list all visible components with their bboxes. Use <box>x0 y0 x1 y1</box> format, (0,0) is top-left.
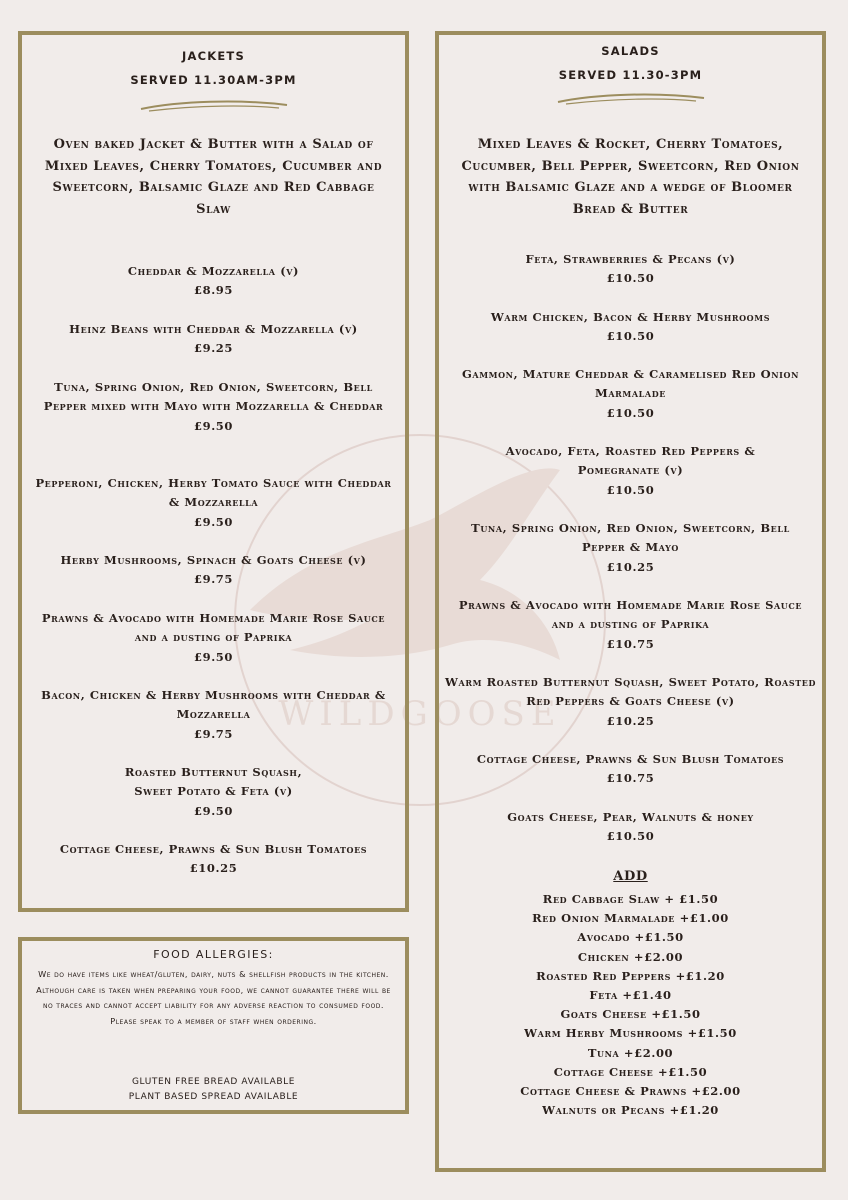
item-price: £10.75 <box>606 636 655 651</box>
decorative-swoosh-icon <box>139 97 289 113</box>
item-name: Avocado, Feta, Roasted Red Peppers & Pomegranate (v) <box>505 444 756 478</box>
item-name: Heinz Beans with Cheddar & Mozzarella (v) <box>69 322 358 336</box>
item-price: £10.50 <box>606 482 655 497</box>
item-price: £9.25 <box>193 341 233 356</box>
salads-item-8 <box>449 750 812 789</box>
item-price: £8.95 <box>193 283 233 298</box>
item-name: Warm Chicken, Bacon & Herby Mushrooms <box>490 310 771 324</box>
item-name: Tuna, Spring Onion, Red Onion, Sweetcorn, Bell Pepper & Mayo <box>471 521 790 555</box>
item-name: Tuna, Spring Onion, Red Onion, Sweetcorn, Bell Pepper mixed with Mayo with Mozzarella & Cheddar <box>43 380 384 414</box>
item-name: Goats Cheese, Pear, Walnuts & honey <box>507 810 754 824</box>
item-name: Cottage Cheese, Prawns & Sun Blush Tomatoes <box>476 752 785 766</box>
jackets-item-9 <box>32 840 395 879</box>
item-name: Warm Roasted Butternut Squash, Sweet Potato, Roasted Red Peppers & Goats Cheese (v) <box>445 675 816 709</box>
item-name: Cheddar & Mozzarella (v) <box>127 264 300 278</box>
jackets-item-4 <box>32 474 395 532</box>
jackets-item-7 <box>32 686 395 744</box>
item-name: Roasted Butternut Squash, Sweet Potato & Feta (v) <box>124 765 303 799</box>
add-on-item: Feta +£1.40 <box>589 988 672 1003</box>
salads-item-4 <box>449 442 812 500</box>
item-price: £10.25 <box>189 861 238 876</box>
food-allergies-panel <box>18 937 409 1114</box>
add-on-item: Tuna +£2.00 <box>587 1045 674 1060</box>
item-name: Prawns & Avocado with Homemade Marie Rose Sauce and a dusting of Paprika <box>458 598 803 632</box>
item-price: £10.25 <box>606 713 655 728</box>
item-price: £10.25 <box>606 559 655 574</box>
salads-description: Mixed Leaves & Rocket, Cherry Tomatoes, Cucumber, Bell Pepper, Sweetcorn, Red Onion with Balsamic Glaze and a wedge of Bloomer Bread & Butter <box>461 137 800 217</box>
watermark-text: WILDGOOSE <box>278 694 562 734</box>
item-price: £10.50 <box>606 405 655 420</box>
jackets-item-5 <box>32 551 395 590</box>
jackets-title: JACKETS <box>182 49 245 63</box>
add-on-item: Goats Cheese +£1.50 <box>560 1007 701 1022</box>
salads-item-2 <box>449 308 812 347</box>
salads-title: SALADS <box>601 44 660 58</box>
item-name: Cottage Cheese, Prawns & Sun Blush Tomatoes <box>59 842 368 856</box>
jackets-item-3 <box>32 378 395 436</box>
salads-served-time: SERVED 11.30-3PM <box>558 68 703 82</box>
item-price: £9.50 <box>193 649 233 664</box>
jackets-description: Oven baked Jacket & Butter with a Salad of Mixed Leaves, Cherry Tomatoes, Cucumber and Sweetcorn, Balsamic Glaze and Red Cabbage Slaw <box>44 137 383 217</box>
jackets-item-6 <box>32 609 395 667</box>
item-name: Bacon, Chicken & Herby Mushrooms with Cheddar & Mozzarella <box>41 688 386 722</box>
add-ons-list <box>439 890 822 1120</box>
add-on-item: Cottage Cheese & Prawns +£2.00 <box>520 1084 741 1099</box>
item-price: £9.75 <box>193 726 233 741</box>
jackets-item-2 <box>32 320 395 359</box>
item-name: Pepperoni, Chicken, Herby Tomato Sauce with Cheddar & Mozzarella <box>35 476 392 510</box>
item-name: Feta, Strawberries & Pecans (v) <box>525 252 736 266</box>
salads-item-6 <box>449 596 812 654</box>
add-on-item: Red Cabbage Slaw + £1.50 <box>542 892 719 906</box>
salads-item-3 <box>449 365 812 423</box>
salads-item-5 <box>449 519 812 577</box>
jackets-item-1 <box>32 262 395 301</box>
item-price: £10.75 <box>606 771 655 786</box>
add-on-item: Cottage Cheese +£1.50 <box>553 1064 708 1079</box>
item-name: Gammon, Mature Cheddar & Caramelised Red Onion Marmalade <box>461 367 800 401</box>
item-price: £10.50 <box>606 829 655 844</box>
gluten-free-note: GLUTEN FREE BREAD AVAILABLE <box>131 1077 296 1087</box>
allergies-title: FOOD ALLERGIES: <box>153 948 274 961</box>
add-on-item: Roasted Red Peppers +£1.20 <box>536 968 725 983</box>
decorative-swoosh-icon <box>556 90 706 106</box>
item-price: £10.50 <box>606 329 655 344</box>
add-on-item: Warm Herby Mushrooms +£1.50 <box>524 1026 737 1041</box>
add-on-item: Chicken +£2.00 <box>577 949 684 964</box>
item-name: Herby Mushrooms, Spinach & Goats Cheese (v) <box>60 553 367 567</box>
jackets-item-8 <box>32 763 395 821</box>
salads-item-9 <box>449 808 812 847</box>
add-on-item: Avocado +£1.50 <box>577 930 684 945</box>
jackets-panel <box>18 31 409 912</box>
item-name: Prawns & Avocado with Homemade Marie Rose Sauce and a dusting of Paprika <box>41 611 386 645</box>
jackets-served-time: SERVED 11.30AM-3PM <box>130 73 297 87</box>
item-price: £9.50 <box>193 418 233 433</box>
add-on-item: Walnuts or Pecans +£1.20 <box>542 1103 719 1118</box>
add-on-item: Red Onion Marmalade +£1.00 <box>532 911 729 926</box>
add-ons-title: ADD <box>613 869 648 884</box>
item-price: £9.50 <box>193 803 233 818</box>
item-price: £9.50 <box>193 514 233 529</box>
item-price: £10.50 <box>606 271 655 286</box>
salads-item-1 <box>449 250 812 289</box>
salads-item-7 <box>441 673 820 731</box>
plant-based-note: PLANT BASED SPREAD AVAILABLE <box>128 1092 299 1102</box>
item-price: £9.75 <box>193 572 233 587</box>
allergies-text: We do have items like wheat/gluten, dairy, nuts & shellfish products in the kitchen. Although care is taken when preparing your food, we cannot guarantee there will be no traces and cannot accept liability for any adverse reaction to consumed food. Please speak to a member of staff when ordering. <box>36 969 391 1026</box>
salads-panel <box>435 31 826 1172</box>
